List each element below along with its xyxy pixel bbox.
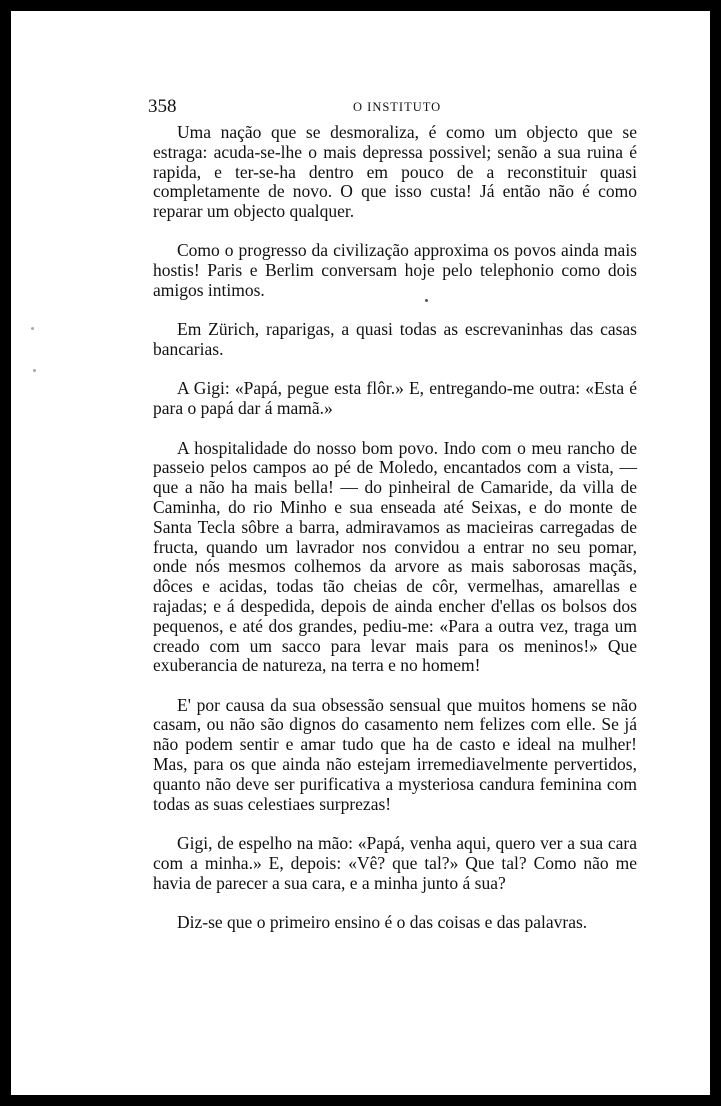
book-page — [11, 11, 710, 1095]
paragraph: Em Zürich, raparigas, a quasi todas as escrevaninhas das casas bancarias. — [153, 319, 637, 360]
paragraph: A Gigi: «Papá, pegue esta flôr.» E, entregando-me outra: «Esta é para o papá dar á mamã.» — [153, 378, 637, 419]
page-number: 358 — [148, 96, 177, 117]
paragraph: Uma nação que se desmoraliza, é como um objecto que se estraga: acuda-se-lhe o mais depressa possivel; senão a sua ruina é rapida, e ter-se-ha dentro em pouco de a reconstituir quasi completamente de novo. O que isso custa! Já então não é como reparar um objecto qualquer. — [153, 122, 637, 222]
paragraph: Como o progresso da civilização approxima os povos ainda mais hostis! Paris e Berlim conversam hoje pelo telephonio como dois amigos intimos. — [153, 240, 637, 301]
ink-speck — [425, 299, 428, 302]
paragraph: A hospitalidade do nosso bom povo. Indo com o meu rancho de passeio pelos campos ao pé de Moledo, encantados com a vista, — que a não ha mais bella! — do pinheiral de Camaride, da villa de Caminha, do rio Minho e sua enseada até Seixas, e do monte de Santa Tecla sôbre a barra, admiravamos as macieiras carregadas de fructa, quando um lavrador nos convidou a entrar no seu pomar, onde nós mesmos colhemos da arvore as mais saborosas maçãs, dôces e acidas, todas tão cheias de côr, vermelhas, amarellas e rajadas; e á despedida, depois de ainda encher d'ellas os bolsos dos pequenos, e até dos grandes, pediu-me: «Para a outra vez, traga um creado com um sacco para levar mais para os meninos!» Que exuberancia de natureza, na terra e no homem! — [153, 437, 637, 676]
paragraph: E' por causa da sua obsessão sensual que muitos homens se não casam, ou não são dignos do casamento nem felizes com elle. Se já não podem sentir e amar tudo que ha de casto e ideal na mulher! Mas, para os que ainda não estejam irremediavelmente pervertidos, quanto não deve ser purificativa a mysteriosa candura feminina com todas as suas celestiaes surprezas! — [153, 694, 637, 814]
text-body — [153, 123, 637, 933]
paragraph: Gigi, de espelho na mão: «Papá, venha aqui, quero ver a sua cara com a minha.» E, depois: «Vê? que tal?» Que tal? Como não me havia de parecer a sua cara, e a minha junto á sua? — [153, 832, 637, 893]
ink-speck — [33, 369, 36, 372]
page-header — [148, 96, 636, 120]
paragraph: Diz-se que o primeiro ensino é o das coisas e das palavras. — [177, 911, 588, 932]
running-title: O INSTITUTO — [353, 100, 442, 114]
ink-speck — [31, 327, 34, 330]
